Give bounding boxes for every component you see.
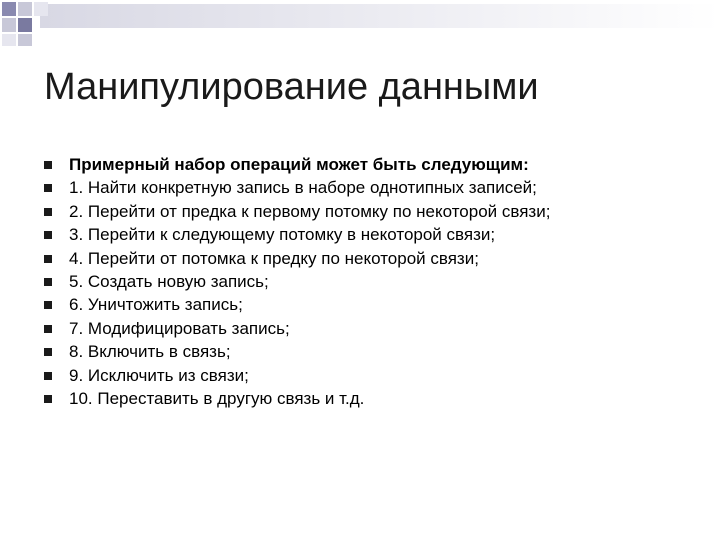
list-item-text: 4. Перейти от потомка к предку по некоторой связи; — [69, 248, 479, 268]
header-band — [40, 4, 720, 28]
square-bullet-icon — [44, 395, 52, 403]
decor-square — [2, 34, 16, 46]
square-bullet-icon — [44, 208, 52, 216]
list-item-text: 3. Перейти к следующему потомку в некоторой связи; — [69, 225, 496, 245]
slide-title: Манипулирование данными — [44, 66, 539, 108]
decor-square — [2, 2, 16, 16]
header-decoration — [0, 0, 720, 50]
square-bullet-icon — [44, 348, 52, 356]
decor-square — [18, 2, 32, 16]
decor-square — [18, 18, 32, 32]
square-bullet-icon — [44, 278, 52, 286]
square-bullet-icon — [44, 301, 52, 309]
list-item-text: 1. Найти конкретную запись в наборе однотипных записей; — [69, 178, 537, 198]
square-bullet-icon — [44, 161, 52, 169]
decor-square — [18, 34, 32, 46]
square-bullet-icon — [44, 372, 52, 380]
decor-square — [34, 2, 48, 16]
list-item-text: 2. Перейти от предка к первому потомку по некоторой связи; — [69, 201, 551, 221]
list-item-text: 6. Уничтожить запись; — [69, 295, 243, 315]
list-item-text: 9. Исключить из связи; — [69, 365, 249, 385]
square-bullet-icon — [44, 325, 52, 333]
square-bullet-icon — [44, 231, 52, 239]
list-item-text: Примерный набор операций может быть следующим: — [69, 155, 529, 174]
list-item-text: 8. Включить в связь; — [69, 342, 231, 362]
square-bullet-icon — [44, 255, 52, 263]
decor-square — [2, 18, 16, 32]
list-item-text: 7. Модифицировать запись; — [69, 318, 290, 338]
list-item-text: 10. Переставить в другую связь и т.д. — [69, 388, 365, 408]
square-bullet-icon — [44, 184, 52, 192]
list-item-text: 5. Создать новую запись; — [69, 271, 269, 291]
